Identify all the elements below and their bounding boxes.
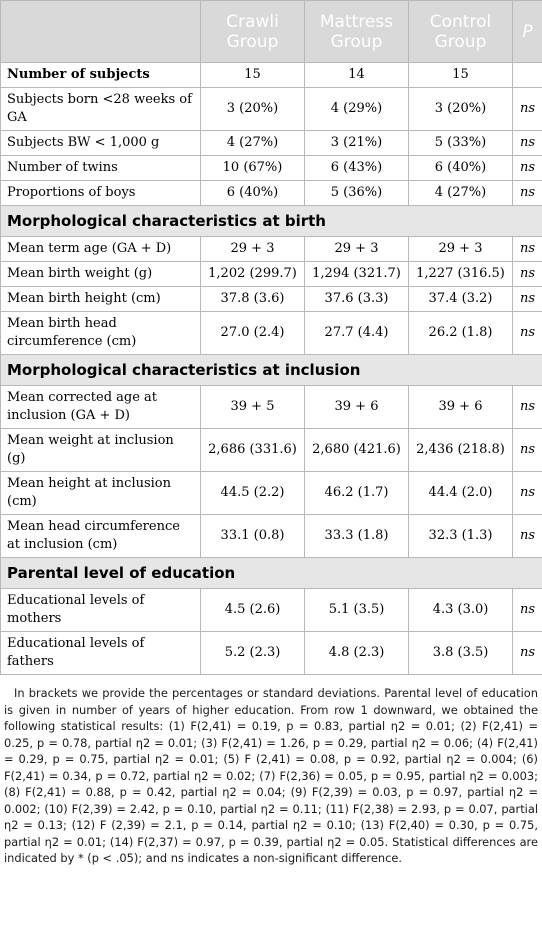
cell-control: 44.4 (2.0) — [409, 472, 513, 515]
cell-control: 26.2 (1.8) — [409, 312, 513, 355]
cell-p: ns — [513, 589, 542, 632]
cell-control: 15 — [409, 63, 513, 88]
cell-p: ns — [513, 88, 542, 131]
table-row — [1, 632, 542, 675]
cell-control: 2,436 (218.8) — [409, 429, 513, 472]
cell-p: ns — [513, 287, 542, 312]
row-label: Educational levels of mothers — [1, 589, 201, 632]
row-label: Subjects born <28 weeks of GA — [1, 88, 201, 131]
cell-crawli: 2,686 (331.6) — [201, 429, 305, 472]
cell-p: ns — [513, 632, 542, 675]
cell-mattress: 46.2 (1.7) — [305, 472, 409, 515]
row-label: Number of twins — [1, 156, 201, 181]
cell-p: ns — [513, 181, 542, 206]
cell-control: 5 (33%) — [409, 131, 513, 156]
cell-mattress: 14 — [305, 63, 409, 88]
cell-mattress: 5 (36%) — [305, 181, 409, 206]
cell-crawli: 15 — [201, 63, 305, 88]
section-education-heading: Parental level of education — [1, 558, 542, 589]
cell-p: ns — [513, 131, 542, 156]
row-label: Mean head circumference at inclusion (cm) — [1, 515, 201, 558]
table-row — [1, 589, 542, 632]
table-row — [1, 88, 542, 131]
table-row — [1, 156, 542, 181]
cell-crawli: 27.0 (2.4) — [201, 312, 305, 355]
cell-mattress: 4.8 (2.3) — [305, 632, 409, 675]
row-label: Subjects BW < 1,000 g — [1, 131, 201, 156]
table-row — [1, 429, 542, 472]
cell-crawli: 3 (20%) — [201, 88, 305, 131]
table-row — [1, 386, 542, 429]
cell-crawli: 10 (67%) — [201, 156, 305, 181]
cell-p — [513, 63, 542, 88]
cell-control: 32.3 (1.3) — [409, 515, 513, 558]
cell-p: ns — [513, 237, 542, 262]
table-row — [1, 63, 542, 88]
cell-p: ns — [513, 156, 542, 181]
cell-mattress: 1,294 (321.7) — [305, 262, 409, 287]
table-header-row — [1, 1, 542, 63]
table-row — [1, 262, 542, 287]
section-inclusion-heading: Morphological characteristics at inclusion — [1, 355, 542, 386]
row-label: Mean height at inclusion (cm) — [1, 472, 201, 515]
section-header-row — [1, 558, 542, 589]
section-header-row — [1, 206, 542, 237]
row-label: Proportions of boys — [1, 181, 201, 206]
table-row — [1, 287, 542, 312]
cell-crawli: 39 + 5 — [201, 386, 305, 429]
header-crawli-group: Crawli Group — [201, 1, 305, 63]
cell-mattress: 29 + 3 — [305, 237, 409, 262]
cell-mattress: 6 (43%) — [305, 156, 409, 181]
cell-mattress: 37.6 (3.3) — [305, 287, 409, 312]
cell-crawli: 4 (27%) — [201, 131, 305, 156]
cell-crawli: 44.5 (2.2) — [201, 472, 305, 515]
table-row — [1, 131, 542, 156]
row-label: Mean corrected age at inclusion (GA + D) — [1, 386, 201, 429]
cell-p: ns — [513, 429, 542, 472]
cell-p: ns — [513, 472, 542, 515]
cell-control: 1,227 (316.5) — [409, 262, 513, 287]
table-row — [1, 515, 542, 558]
cell-control: 4 (27%) — [409, 181, 513, 206]
cell-mattress: 27.7 (4.4) — [305, 312, 409, 355]
cell-crawli: 33.1 (0.8) — [201, 515, 305, 558]
header-control-group: Control Group — [409, 1, 513, 63]
cell-p: ns — [513, 386, 542, 429]
cell-control: 3 (20%) — [409, 88, 513, 131]
cell-mattress: 4 (29%) — [305, 88, 409, 131]
header-mattress-group: Mattress Group — [305, 1, 409, 63]
row-label: Mean birth head circumference (cm) — [1, 312, 201, 355]
row-label: Mean weight at inclusion (g) — [1, 429, 201, 472]
cell-control: 3.8 (3.5) — [409, 632, 513, 675]
table-row — [1, 312, 542, 355]
cell-crawli: 1,202 (299.7) — [201, 262, 305, 287]
cell-crawli: 6 (40%) — [201, 181, 305, 206]
cell-p: ns — [513, 262, 542, 287]
cell-mattress: 39 + 6 — [305, 386, 409, 429]
cell-control: 6 (40%) — [409, 156, 513, 181]
cell-mattress: 33.3 (1.8) — [305, 515, 409, 558]
cell-mattress: 5.1 (3.5) — [305, 589, 409, 632]
section-header-row — [1, 355, 542, 386]
cell-mattress: 2,680 (421.6) — [305, 429, 409, 472]
table-footnote: In brackets we provide the percentages or standard deviations. Parental level of education is given in number of years of higher education. From row 1 downward, we obtained the following statistical results: (1) F(2,41) = 0.19, p = 0.83, partial η2 = 0.01; (2) F(2,41) = 0.25, p = 0.78, partial η2 = 0.01; (3) F(2,41) = 1.26, p = 0.29, partial η2 = 0.06; (4) F(2,41) = 0.29, p = 0.75, partial η2 = 0.01; (5) F (2,41) = 0.08, p = 0.92, partial η2 = 0.004; (6) F(2,41) = 0.34, p = 0.72, partial η2 = 0.02; (7) F(2,36) = 0.05, p = 0.95, partial η2 = 0.003; (8) F(2,41) = 0.88, p = 0.42, partial η2 = 0.04; (9) F(2,39) = 0.03, p = 0.97, partial η2 = 0.002; (10) F(2,39) = 2.42, p = 0.10, partial η2 = 0.11; (11) F(2,38) = 2.93, p = 0.07, partial η2 = 0.13; (12) F (2,39) = 2.1, p = 0.14, partial η2 = 0.10; (13) F(2,40) = 0.30, p = 0.75, partial η2 = 0.01; (14) F(2,37) = 0.97, p = 0.39, partial η2 = 0.05. Statistical differences are indicated by * (p < .05); and ns indicates a non-significant difference. — [4, 686, 538, 865]
row-label: Mean birth height (cm) — [1, 287, 201, 312]
cell-control: 29 + 3 — [409, 237, 513, 262]
cell-mattress: 3 (21%) — [305, 131, 409, 156]
table-row — [1, 472, 542, 515]
cell-p: ns — [513, 312, 542, 355]
table-row — [1, 181, 542, 206]
cell-control: 39 + 6 — [409, 386, 513, 429]
table-row — [1, 237, 542, 262]
row-label: Number of subjects — [1, 63, 201, 88]
row-label: Educational levels of fathers — [1, 632, 201, 675]
section-birth-heading: Morphological characteristics at birth — [1, 206, 542, 237]
cell-p: ns — [513, 515, 542, 558]
header-blank — [1, 1, 201, 63]
cell-crawli: 29 + 3 — [201, 237, 305, 262]
row-label: Mean birth weight (g) — [1, 262, 201, 287]
cell-crawli: 37.8 (3.6) — [201, 287, 305, 312]
cell-crawli: 4.5 (2.6) — [201, 589, 305, 632]
cell-control: 37.4 (3.2) — [409, 287, 513, 312]
header-p-value: P — [513, 1, 542, 63]
row-label: Mean term age (GA + D) — [1, 237, 201, 262]
cell-crawli: 5.2 (2.3) — [201, 632, 305, 675]
cell-control: 4.3 (3.0) — [409, 589, 513, 632]
